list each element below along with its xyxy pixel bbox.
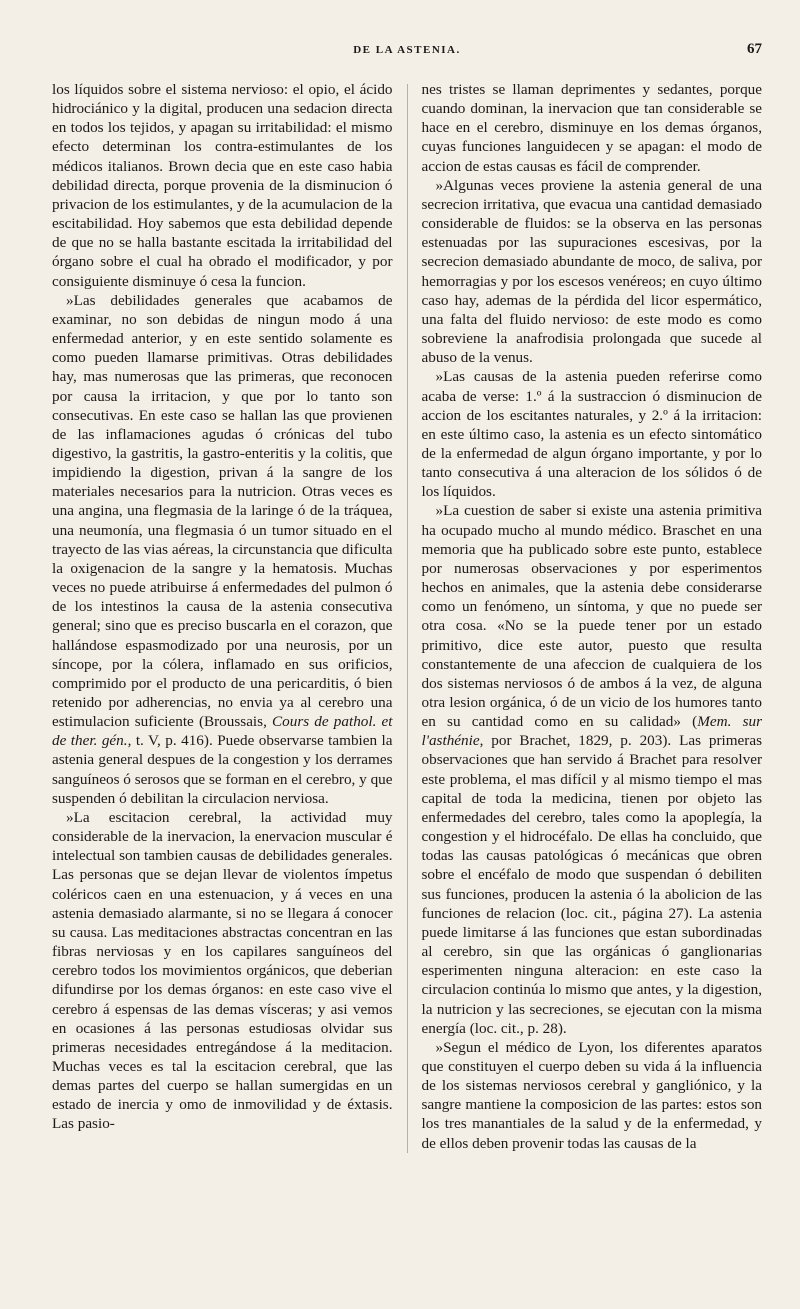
running-head xyxy=(52,38,762,68)
running-title: DE LA ASTENIA. xyxy=(353,44,461,56)
paragraph-text: »Las causas de la astenia pueden referirse como acaba de verse: 1.º á la sustraccion ó disminucion de accion de los escitantes naturales, y 2.º á la irritacion: en este último caso, la astenia es un efecto sintomático de la enfermedad de algun órgano importante, y por lo tanto consecutiva á una alteracion de los sólidos ó de los líquidos. xyxy=(421,368,763,501)
paragraph-text: »La cuestion de saber si existe una astenia primitiva ha ocupado mucho al mundo médico. Braschet en una memoria que ha publicado sobre este punto, establece por numerosas observaciones y por esperimentos hechos en animales, que la astenia debe considerarse como un fenómeno, un síntoma, y que no puede ser otra cosa. «No se la puede tener por un estado primitivo, dice este autor, puesto que resulta constantemente de una afeccion de cualquiera de los dos sistemas nerviosos ó de ambos á la vez, de alguna otra lesion orgánica, ó de un vicio de los humores tanto en su cantidad como en su calidad» ( xyxy=(421,502,763,731)
paragraph-text: nes tristes se llaman deprimentes y sedantes, porque cuando dominan, la inervacion que tan considerable se hace en el cerebro, disminuye en los demas órganos, cuyas funciones languidecen y se apagan: el modo de accion de estas causas es fácil de comprender. xyxy=(421,81,763,175)
paragraph xyxy=(52,808,393,1134)
paragraph xyxy=(422,367,763,501)
column-divider xyxy=(407,84,408,1153)
page-number: 67 xyxy=(747,41,762,57)
left-column xyxy=(52,80,393,1153)
text-columns xyxy=(52,80,762,1153)
paragraph xyxy=(422,501,763,1037)
paragraph-text: »La escitacion cerebral, la actividad muy considerable de la inervacion, la enervacion muscular é intelectual son tambien causas de debilidades generales. Las personas que se dejan llevar de violentos ímpetus coléricos caen en una estenuacion, y á veces en una astenia demasiado alarmante, si no se llegara á conocer su causa. Las meditaciones abstractas concentran en las fibras nerviosas y en los capilares sanguíneos del cerebro todos los movimientos orgánicos, que deberian difundirse por los demas órganos: en este caso vive el cerebro á espensas de las demas vísceras; y asi vemos en ocasiones á las personas estudiosas olvidar sus primeras necesidades entregándose á la meditacion. Muchas veces es tal la escitacion cerebral, que las demas partes del cuerpo se hallan sumergidas en un estado de inercia y omo de inmovilidad y de éxtasis. Las pasio- xyxy=(52,808,393,1133)
paragraph-text: , por Brachet, 1829, p. 203). Las primeras observaciones que han servido á Brachet para resolver este problema, el mas difícil y al mismo tiempo el mas capital de toda la medicina, tienen por objeto las enfermedades del cerebro, tales como la apoplegía, la congestion y el hidrocéfalo. De ellas ha concluido, que todas las causas patológicas ó mecánicas que obren sobre el encéfalo de modo que suspendan ó debiliten sus funciones, producen la astenia ó la abolicion de las funciones de relacion (loc. cit., página 27). La astenia puede limitarse á las funciones que estan subordinadas al cerebro, sin que las orgánicas ó ganglionarias esperimenten ninguna alteracion: en este caso la circulacion continúa lo mismo que antes, y la digestion, la nutricion y las secreciones, se ejecutan con la misma energía (loc. cit., p. 28). xyxy=(421,732,763,1037)
paragraph xyxy=(422,176,763,368)
paragraph-text: »Segun el médico de Lyon, los diferentes aparatos que constituyen el cuerpo deben su vida á la influencia de los sistemas nerviosos cerebral y gangliónico, y la sangre mantiene la composicion de las partes: estos son los tres manantiales de la salud y de la enfermedad, y de ellos deben provenir todas las causas de la xyxy=(421,1038,763,1152)
paragraph xyxy=(52,80,393,291)
paragraph-text: »Algunas veces proviene la astenia general de una secrecion irritativa, que evacua una cantidad demasiado considerable de fluidos: se la observa en las personas estenuadas por las supuraciones escesivas, por la secrecion demasiado abundante de moco, de saliva, por hemorragias y por los escesos venéreos; en cuyo último caso hay, ademas de la pérdida del licor espermático, una falta del fluido nervioso: de este modo es como sobreviene la anafrodisia prolongada que sucede al abuso de la venus. xyxy=(421,176,763,367)
paragraph xyxy=(422,1038,763,1153)
right-column xyxy=(422,80,763,1153)
paragraph-text: »Las debilidades generales que acabamos de examinar, no son debidas de ningun modo á una enfermedad anterior, y en este sentido solamente es como pueden llamarse primitivas. Otras debilidades hay, mas numerosas que las primeras, que reconocen por causa la irritacion, y que por lo tanto son consecutivas. En este caso se hallan las que provienen de las inflamaciones agudas ó crónicas del tubo digestivo, la gastritis, la gastro-enteritis y la colitis, que impidiendo la digestion, privan á la sangre de los materiales necesarios para la nutricion. Otras veces es una angina, una flegmasia de la laringe ó de la tráquea, una neumonía, una flegmasia ó un tumor situado en el trayecto de las vias aéreas, la circunstancia que dificulta la oxigenacion de la sangre y la hematosis. Muchas veces no puede atribuirse á enfermedades del pulmon ó de los intestinos la causa de la astenia consecutiva general; sino que es preciso buscarla en el corazon, que hallándose espasmodizado por una neurosis, por un síncope, por la cólera, inflamado en sus orificios, comprimido por el producto de una pericarditis, ó bien retenido por adherencias, no envia ya al cerebro una estimulacion suficiente (Broussais, xyxy=(52,291,393,731)
paragraph xyxy=(422,80,763,176)
paragraph-text: , t. V, p. 416). Puede observarse tambien la astenia general despues de la congestion y los derrames sanguíneos ó serosos que se forman en el cerebro, y que suspenden ó debilitan la circulacion nerviosa. xyxy=(52,732,393,807)
italic-citation: Cours de pathol. et de ther. gén. xyxy=(52,713,393,750)
italic-citation: Mem. sur l'asthénie xyxy=(421,713,763,750)
paragraph xyxy=(52,291,393,808)
paragraph-text: los líquidos sobre el sistema nervioso: el opio, el ácido hidrociánico y la digital, producen una sedacion directa en todos los tejidos, y apagan su irritabilidad: el mismo efecto determinan los contra-estimulantes de los médicos italianos. Brown decia que en este caso habia debilidad directa, porque provenia de la disminucion ó privacion de los estimulantes, y de la acumulacion de la escitabilidad. Hoy sabemos que esta debilidad depende de que no se halla bastante escitada la irritabilidad del órgano sobre el cual ha obrado el modificador, y por consiguiente disminuye ó cesa la funcion. xyxy=(52,81,393,290)
